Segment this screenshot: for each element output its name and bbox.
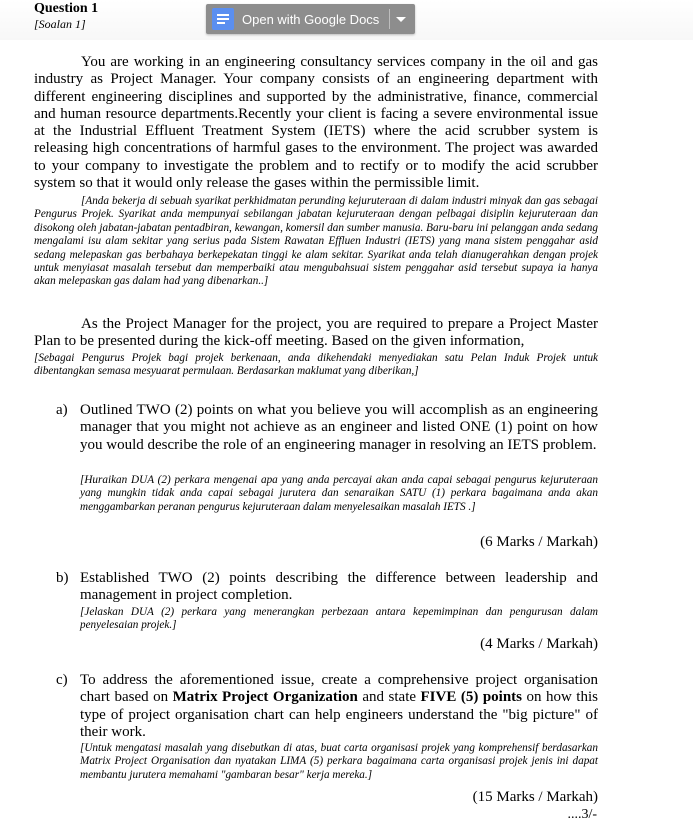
part-c-text-2: and state xyxy=(357,689,421,706)
part-b-english: Established TWO (2) points describing the difference between leadership and management in project completion. xyxy=(80,570,598,604)
part-c-label: c) xyxy=(56,672,68,688)
question-title: Question 1 xyxy=(34,1,99,16)
part-a-marks: (6 Marks / Markah) xyxy=(480,534,598,550)
open-with-google-docs-label: Open with Google Docs xyxy=(242,11,380,27)
chevron-down-icon[interactable] xyxy=(396,17,406,22)
question-subtitle: [Soalan 1] xyxy=(34,17,86,31)
part-a-malay: [Huraikan DUA (2) perkara mengenai apa yang anda percayai akan anda capai sebagai pengurus kejuruteraan yang mungkin tidak anda capai sebagai jurutera dan senaraikan SATU (1) perkara bagaimana anda akan menggambarkan peranan pengurus kejuruteraan dalam menyelesaikan masalah IETS .] xyxy=(80,474,598,513)
button-divider xyxy=(389,9,390,29)
intro-english: You are working in an engineering consultancy services company in the oil and gas industry as Project Manager. Your company consists of an engineering department with different engineering disciplines and supported by the administrative, finance, commercial and human resource departments.Recently your client is facing a severe environmental issue at the Industrial Effluent Treatment System (IETS) where the acid scrubber system is releasing high concentrations of harmful gases to the environment. The project was awarded to your company to investigate the problem and to rectify or to modify the acid scrubber system so that it would only release the gases within the permissible limit. xyxy=(34,54,598,192)
part-c-bold-1: Matrix Project Organization xyxy=(172,689,358,706)
part-c-bold-2: FIVE (5) points xyxy=(420,689,523,706)
part-a-label: a) xyxy=(56,402,68,418)
intro-malay: [Anda bekerja di sebuah syarikat perkhidmatan perunding kejuruteraan di dalam industri minyak dan gas sebagai Pengurus Projek. Syarikat anda mempunyai sebilangan jabatan kejuruteraan dengan pelbagai disiplin kejuruteraan dan disokong oleh jabatan-jabatan pentadbiran, kewangan, komersil dan sumber manusia. Baru-baru ini pelanggan anda sedang mengalami isu alam sekitar yang serius pada Sistem Rawatan Effluen Industri (IETS) yang mana sistem penggahar asid sedang melepaskan gas berbahaya berkepekatan tinggi ke alam sekitar. Syarikat anda telah dianugerahkan dengan projek untuk menyiasat masalah tersebut dan memperbaiki atau mengubahsuai sistem penggahar asid tersebut supaya ia hanya akan melepaskan gas dalam had yang dibenarkan..] xyxy=(34,195,598,288)
part-c-malay: [Untuk mengatasi masalah yang disebutkan di atas, buat carta organisasi projek yang komprehensif berdasarkan Matrix Project Organisation dan nyatakan LIMA (5) perkara bagaimana carta organisasi projek jenis ini dapat membantu jurutera memahami "gambaran besar" kerja mereka.] xyxy=(80,742,598,781)
part-a-english: Outlined TWO (2) points on what you believe you will accomplish as an engineering manager that you might not achieve as an engineer and listed ONE (1) point on how you would describe the role of an engineering manager in resolving an IETS problem. xyxy=(80,402,598,453)
part-c-english xyxy=(80,672,598,741)
part-b-label: b) xyxy=(56,570,69,586)
open-with-google-docs-button[interactable] xyxy=(206,4,415,34)
task-english: As the Project Manager for the project, you are required to prepare a Project Master Plan to be presented during the kick-off meeting. Based on the given information, xyxy=(34,316,598,350)
part-b-malay: [Jelaskan DUA (2) perkara yang menerangkan perbezaan antara kepemimpinan dan pengurusan dalam penyelesaian projek.] xyxy=(80,606,598,632)
part-b-marks: (4 Marks / Markah) xyxy=(480,636,598,652)
page-continuation: ....3/- xyxy=(567,807,597,822)
part-c-text-3: on how this type of project organisation chart can help engineers understand the "big picture" of their work. xyxy=(80,689,598,740)
part-c-text-1: To address the aforementioned issue, create a comprehensive project organisation chart based on xyxy=(80,672,598,706)
part-c-marks: (15 Marks / Markah) xyxy=(472,789,598,805)
docs-icon xyxy=(212,8,234,30)
task-malay: [Sebagai Pengurus Projek bagi projek berkenaan, anda dikehendaki menyediakan satu Pelan Induk Projek untuk dibentangkan semasa mesyuarat permulaan. Berdasarkan maklumat yang diberikan,] xyxy=(34,352,598,378)
